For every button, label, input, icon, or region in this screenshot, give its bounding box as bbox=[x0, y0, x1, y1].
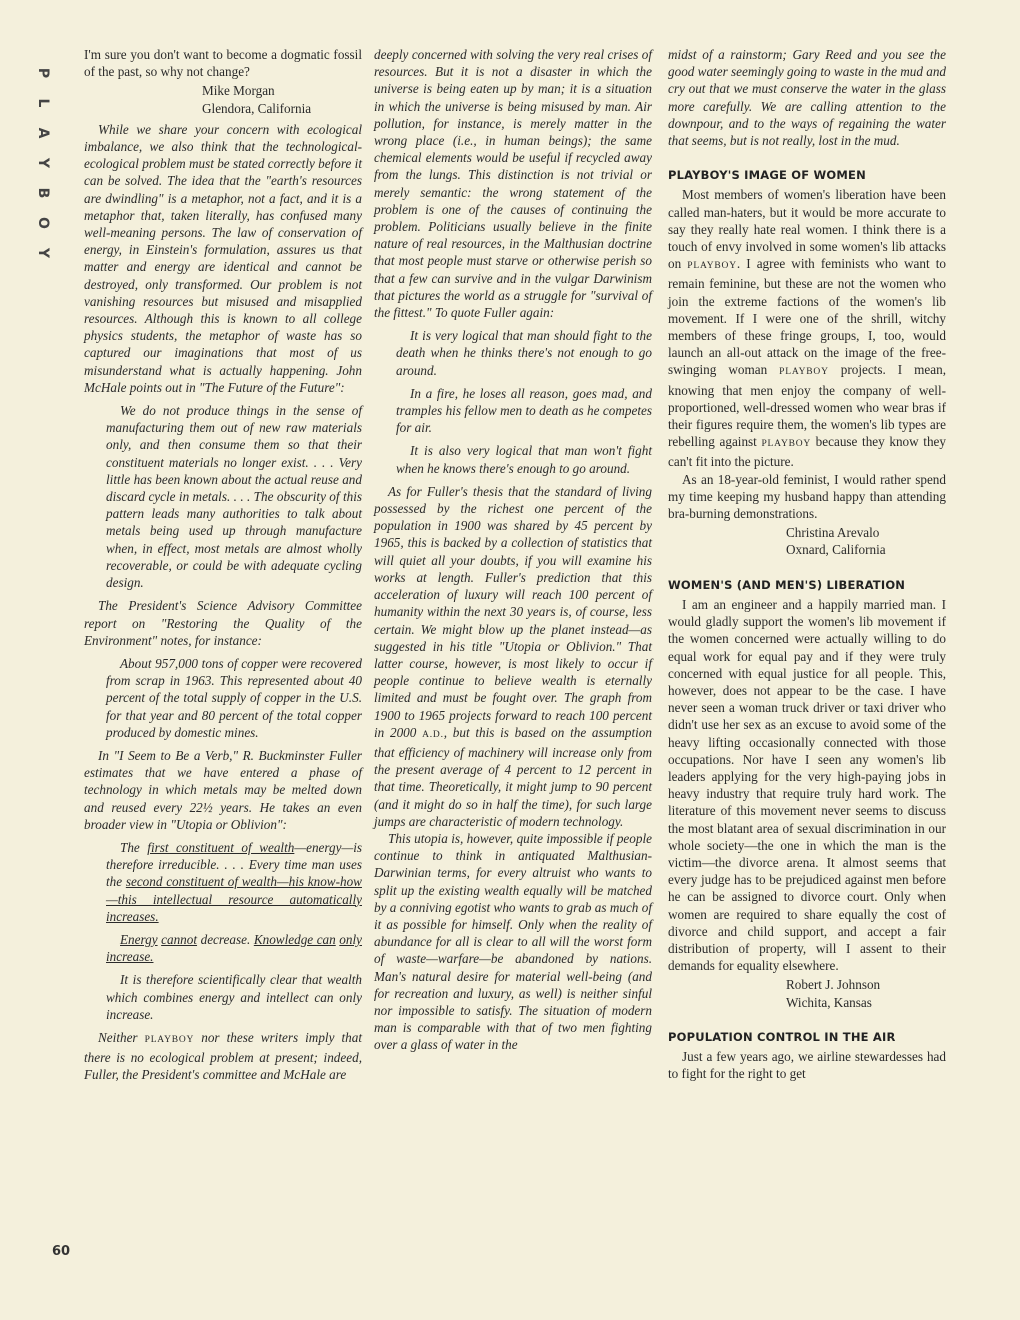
letter-paragraph: I am an engineer and a happily married man. I would gladly support the women's lib movement if the women concerned were actually willing to do equal work for equal pay and if they were truly concerned with equal justice for all people. This, however, does not appear to be the case. I have never seen a woman truck driver or taxi driver who didn't use her sex as an excuse to avoid some of the heavy lifting occasionally connected with those occupations. Nor have I seen any women's lib leaders applying for the very high-paying jobs in heavy industry that require truly hard work. The literature of this movement never seems to discuss the most blatant area of sexual discrimination in our whole society—the one in which the man is the victim—the divorce arena. It almost seems that every judge has to be prejudiced against men before he can be assigned to divorce court. Only when women are required to share equally the cost of divorce and child support, and accept a fair distribution of property, will I assent to their demands for equality elsewhere. bbox=[668, 596, 946, 974]
editor-reply-paragraph: The President's Science Advisory Committee report on "Restoring the Quality of the Environment" notes, for instance: bbox=[84, 598, 362, 648]
signature-name: Robert J. Johnson bbox=[786, 977, 881, 993]
block-quote: It is also very logical that man won't fight when he knows there's enough to go around. bbox=[396, 443, 652, 476]
letter-paragraph: Just a few years ago, we airline stewardesses had to fight for the right to get bbox=[668, 1048, 946, 1082]
column-1 bbox=[84, 46, 362, 1084]
editor-reply-paragraph: deeply concerned with solving the very real crises of resources. But it is not a disaster in which the universe is being eaten up by man; it is a situation in which the universe is being misused by man. Air pollution, for instance, is merely matter in the wrong place (i.e., in human beings); the same chemical elements would be useful if recycled away from the lungs. This distinction is not trivial or merely semantic: the wrong statement of the problem is one of the causes of continuing the problem. Politicians usually believe in the finite nature of real resources, in the Malthusian doctrine that most people must starve or otherwise perish so that a few can survive and in the vulgar Darwinism that pictures the world as a struggle for "survival of the fittest." To quote Fuller again: bbox=[374, 47, 652, 321]
signature-name: Mike Morgan bbox=[202, 83, 275, 99]
signature-place: Oxnard, California bbox=[786, 542, 886, 558]
brand-name: PLAYBOY bbox=[761, 439, 812, 450]
block-quote: Energy cannot decrease. Knowledge can only increase. bbox=[106, 931, 362, 965]
signature-place: Wichita, Kansas bbox=[786, 994, 872, 1010]
block-quote: About 957,000 tons of copper were recovered from scrap in 1963. This represented about 40 percent of the total supply of copper in the U.S. for that year and 80 percent of the total copper produced by domestic mines. bbox=[106, 655, 362, 740]
section-heading: WOMEN'S (AND MEN'S) LIBERATION bbox=[668, 577, 906, 592]
brand-name: PLAYBOY bbox=[144, 1034, 195, 1045]
column-3 bbox=[668, 46, 946, 1082]
letter-signature bbox=[668, 524, 946, 558]
letter-paragraph: As an 18-year-old feminist, I would rather spend my time keeping my husband happy than attending bra-burning demonstrations. bbox=[668, 471, 946, 522]
editor-reply-paragraph: As for Fuller's thesis that the standard of living possessed by the richest one percent of the population in 1900 was shared by 45 percent by 1965, this is backed by a collection of statistics that will quiet all your doubts, if you will examine his works at length. Fuller's prediction that this acceleration of luxury will reach 100 percent of humanity within the next 30 years is, of course, less certain. We might blow up the planet instead—as suggested in his title "Utopia or Oblivion." That latter course, however, is most likely to occur if people continue to believe wealth is eternally limited and must be fought over. The graph from 1900 to 1965 projects forward to reach 100 percent in 2000 A.D., but this is based on the assumption that efficiency of machinery will increase only from the present average of 4 percent to 12 percent in that time. Theoretically, it might jump to 90 percent (and it might do so in half the time), for such large jumps are characteristic of modern technology. bbox=[374, 483, 652, 829]
signature-name: Christina Arevalo bbox=[786, 525, 880, 541]
letter-signature bbox=[668, 976, 946, 1010]
page-number: 60 bbox=[52, 1244, 71, 1259]
block-quote: It is very logical that man should fight to the death when he thinks there's not enough to go around. bbox=[396, 328, 652, 378]
letter-paragraph: Most members of women's liberation have been called man-haters, but it would be more accurate to say they really hate real women. I think there is a touch of envy involved in some women's lib attacks on PLAYBOY. I agree with feminists who want to remain feminine, but these are not the women who join the extreme factions of the women's lib movement. If I were one of the shrill, witchy members of these fringe groups, I, too, would launch an all-out attack on the image of the free-swinging woman PLAYBOY projects. I mean, knowing that men enjoy the company of well-proportioned, well-dressed women who wear bras if their figures require them, the women's lib types are rebelling against PLAYBOY because they know they can't fit into the picture. bbox=[668, 187, 946, 470]
column-2 bbox=[374, 46, 652, 1054]
signature-place: Glendora, California bbox=[202, 100, 312, 116]
masthead: P L A Y B O Y bbox=[35, 67, 51, 259]
block-quote: It is therefore scientifically clear that wealth which combines energy and intellect can only increase. bbox=[106, 972, 362, 1022]
editor-reply-paragraph: midst of a rainstorm; Gary Reed and you see the good water seemingly going to waste in the mud and cry out that we must conserve the water in the glass more carefully. We are calling attention to the downpour, and to the ways of regaining the water that seems, but is not really, lost in the mud. bbox=[668, 47, 947, 149]
section-heading: PLAYBOY'S IMAGE OF WOMEN bbox=[668, 168, 866, 183]
brand-name: PLAYBOY bbox=[779, 367, 829, 378]
editor-reply-paragraph: In "I Seem to Be a Verb," R. Buckminster Fuller estimates that we have entered a phase of technology in which metals may be melted down and reused every 22½ years. He takes an even broader view in "Utopia or Oblivion": bbox=[84, 747, 362, 832]
block-quote: We do not produce things in the sense of manufacturing them out of new raw materials only, and then consume them so that their constituent materials no longer exist. . . . Very little has been known about the actual reuse and discard cycle in metals. . . . The obscurity of this pattern leads many authorities to talk about metals being used up through manufacture when, in effect, most metals are almost wholly recoverable, or could be with adequate cycling design. bbox=[106, 403, 362, 591]
editor-reply-paragraph: This utopia is, however, quite impossible if people continue to think in antiquated Malthusian-Darwinian terms, for every altruist who wants to split up the existing wealth equally will be matched by a conniving egotist who wants to grab as much of it as possible for himself. Only when the reality of abundance for all is clear to all will the worst form of waste—warfare—be abandoned by nations. Man's natural desire for material well-being (and for recreation and luxury, as well) is neither sinful nor impossible to satisfy. The situation of modern man is comparable with that of two men fighting over a glass of water in the bbox=[374, 830, 652, 1053]
editor-reply-paragraph: While we share your concern with ecological imbalance, we also think that the technological-ecological problem must be stated correctly before it can be solved. The idea that the "earth's resources are dwindling" is a metaphor, not a fact, and it is a metaphor that, taken literally, has confused many well-meaning persons. The law of conservation of energy, in Einstein's formulation, assures us that matter and energy are identical and cannot be destroyed, only transformed. Our problem is not vanishing resources but misused and misapplied resources. Although this is known to all college physics students, the metaphor of waste has so captured our imaginations that most of us misunderstand what is actually happening. John McHale points out in "The Future of the Future": bbox=[84, 121, 362, 395]
block-quote: The first constituent of wealth—energy—is therefore irreducible. . . . Every time man uses the second constituent of wealth—his know-how—this intellectual resource automatically increases. bbox=[106, 839, 362, 924]
section-heading: POPULATION CONTROL IN THE AIR bbox=[668, 1029, 896, 1044]
editor-reply-paragraph: Neither PLAYBOY nor these writers imply that there is no ecological problem at present; indeed, Fuller, the President's committee and McHale are bbox=[84, 1029, 363, 1083]
letter-signature bbox=[84, 82, 362, 116]
block-quote: In a fire, he loses all reason, goes mad, and tramples his fellow men to death as he competes for air. bbox=[396, 385, 652, 436]
brand-name: PLAYBOY bbox=[687, 261, 737, 272]
letter-paragraph: I'm sure you don't want to become a dogmatic fossil of the past, so why not change? bbox=[84, 47, 362, 80]
